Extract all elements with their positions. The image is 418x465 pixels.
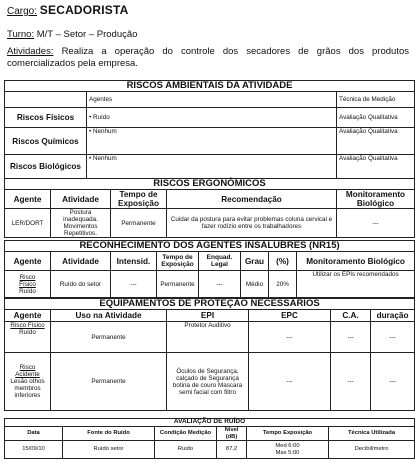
risk-row-label: Riscos Físicos (5, 108, 87, 128)
risk-row-agente: • Nenhum (87, 128, 337, 155)
equipamentos-title: EQUIPAMENTOS DE PROTEÇÃO NECESSÁRIOS (5, 299, 415, 310)
insal-agente (5, 271, 51, 298)
equip-agente (5, 353, 51, 411)
header-recomendacao: Recomendação (167, 190, 337, 209)
equip-uso: Permanente (51, 322, 167, 353)
avaliacao-ruido-table (4, 418, 415, 459)
equip-epi: Protetor Auditivo (167, 322, 249, 353)
ruido-condicao: Ruido (155, 441, 217, 459)
equip-epc: --- (249, 322, 331, 353)
ruido-tempo (247, 441, 329, 459)
avaliacao-ruido-title: AVALIAÇÃO DE RUÍDO (5, 419, 415, 427)
insal-agente-l3: Ruído (19, 287, 36, 295)
insal-agente-l2: Físico (19, 280, 36, 288)
header-condicao: Condição Medição (155, 427, 217, 441)
ergo-monitoramento: --- (337, 209, 415, 238)
turno-label: Turno: (7, 29, 35, 40)
header-epc: EPC (249, 310, 331, 322)
header-ca: C.A. (331, 310, 371, 322)
atividades-label: Atividades: (7, 46, 54, 57)
cargo-label: Cargo: (7, 6, 38, 17)
risk-row-tecnica: Avaliação Qualitativa (337, 155, 415, 179)
insal-intensidade: --- (111, 271, 157, 298)
ergo-recomendacao: Cuidar da postura para evitar problemas coluna cervical e fazer rodízio entre os trabalhadores (167, 209, 337, 238)
equip-duracao: --- (371, 322, 415, 353)
header-agente: Agente (5, 190, 51, 209)
header-data: Data (5, 427, 63, 441)
ergo-agente: LER/DORT (5, 209, 51, 238)
atividades-value: Realiza a operação do controle dos secadores de grãos dos produtos comercializados pela empresa. (7, 46, 409, 69)
riscos-ergonomicos-table (4, 178, 415, 238)
equip-agente (5, 322, 51, 353)
risk-row-agente: • Nenhum (87, 155, 337, 179)
equip-duracao: --- (371, 353, 415, 411)
header-monitoramento: Monitoramento Biológico (297, 252, 415, 271)
ruido-fonte: Ruído setor (63, 441, 155, 459)
insal-enquadramento: --- (199, 271, 241, 298)
turno-line (7, 29, 137, 41)
risk-row-label: Riscos Biológicos (5, 155, 87, 179)
riscos-ergonomicos-title: RISCOS ERGONÔMICOS (5, 179, 415, 190)
col-tecnica: Técnica de Medição (337, 92, 415, 108)
agentes-insalubres-table (4, 240, 415, 298)
ruido-tecnica: Decibilímetro (329, 441, 415, 459)
ruido-data: 15/09/10 (5, 441, 63, 459)
insal-atividade: Ruído do setor (51, 271, 111, 298)
atividades-line (7, 46, 409, 70)
equip-ca: --- (331, 322, 371, 353)
equip-agente-l2: Ruído (19, 329, 36, 336)
risk-row-agente: • Ruído (87, 108, 337, 128)
header-tempo: Tempo de Exposição (111, 190, 167, 209)
header-atividade: Atividade (51, 252, 111, 271)
equip-ca: --- (331, 353, 371, 411)
equip-agente-l2: Acidente (15, 371, 40, 378)
header-uso: Uso na Atividade (51, 310, 167, 322)
header-epi: EPI (167, 310, 249, 322)
risk-row-tecnica: Avaliação Qualitativa (337, 108, 415, 128)
header-duracao: duração (371, 310, 415, 322)
equipamentos-table (4, 298, 415, 411)
header-nivel: Nível (dB) (217, 427, 247, 441)
header-percentual: (%) (269, 252, 297, 271)
equip-agente-l1: Risco (19, 364, 36, 371)
header-fonte: Fonte do Ruído (63, 427, 155, 441)
insal-monitoramento: Utilizar os EPIs recomendados (297, 271, 415, 298)
ergo-atividade: Postura inadequada. Movimentos Repetitivos. (51, 209, 111, 238)
header-enquadramento: Enquad. Legal (199, 252, 241, 271)
cargo-line (7, 4, 128, 18)
header-intensidade: Intensid. (111, 252, 157, 271)
header-grau: Grau (241, 252, 269, 271)
risk-row-tecnica: Avaliação Qualitativa (337, 128, 415, 155)
agentes-insalubres-title: RECONHECIMENTO DOS AGENTES INSALUBRES (NR15) (5, 241, 415, 252)
ruido-tempo-l2: Max 5:00 (275, 449, 300, 456)
equip-agente-l1: Risco Físico (10, 322, 45, 329)
col-agentes: Agentes (87, 92, 337, 108)
insal-agente-l1: Risco (19, 273, 36, 281)
equip-epi: Óculos de Segurança, calçado de Segurança botina de couro Mascara semi facial com filtro (167, 353, 249, 411)
header-tecnica: Técnica Utilizada (329, 427, 415, 441)
ergo-tempo: Permanente (111, 209, 167, 238)
equip-agente-l3: Lesão othos membros inferiores (10, 378, 45, 399)
riscos-ambientais-title: RISCOS AMBIENTAIS DA ATIVIDADE (5, 81, 415, 92)
header-atividade: Atividade (51, 190, 111, 209)
ruido-nivel: 87,2 (217, 441, 247, 459)
header-tempo: Tempo Exposição (247, 427, 329, 441)
insal-tempo: Permanente (157, 271, 199, 298)
header-agente: Agente (5, 252, 51, 271)
header-tempo: Tempo de Exposição (157, 252, 199, 271)
turno-value: M/T – Setor – Produção (36, 29, 138, 40)
ruido-tempo-l1: Med 6:00 (275, 443, 300, 449)
equip-uso: Permanente (51, 353, 167, 411)
header-monitoramento: Monitoramento Biológico (337, 190, 415, 209)
insal-percentual: 20% (269, 271, 297, 298)
risk-row-label: Riscos Químicos (5, 128, 87, 155)
cargo-value: SECADORISTA (39, 3, 129, 17)
riscos-ambientais-table (4, 80, 415, 179)
insal-grau: Médio (241, 271, 269, 298)
equip-epc: --- (249, 353, 331, 411)
header-agente: Agente (5, 310, 51, 322)
